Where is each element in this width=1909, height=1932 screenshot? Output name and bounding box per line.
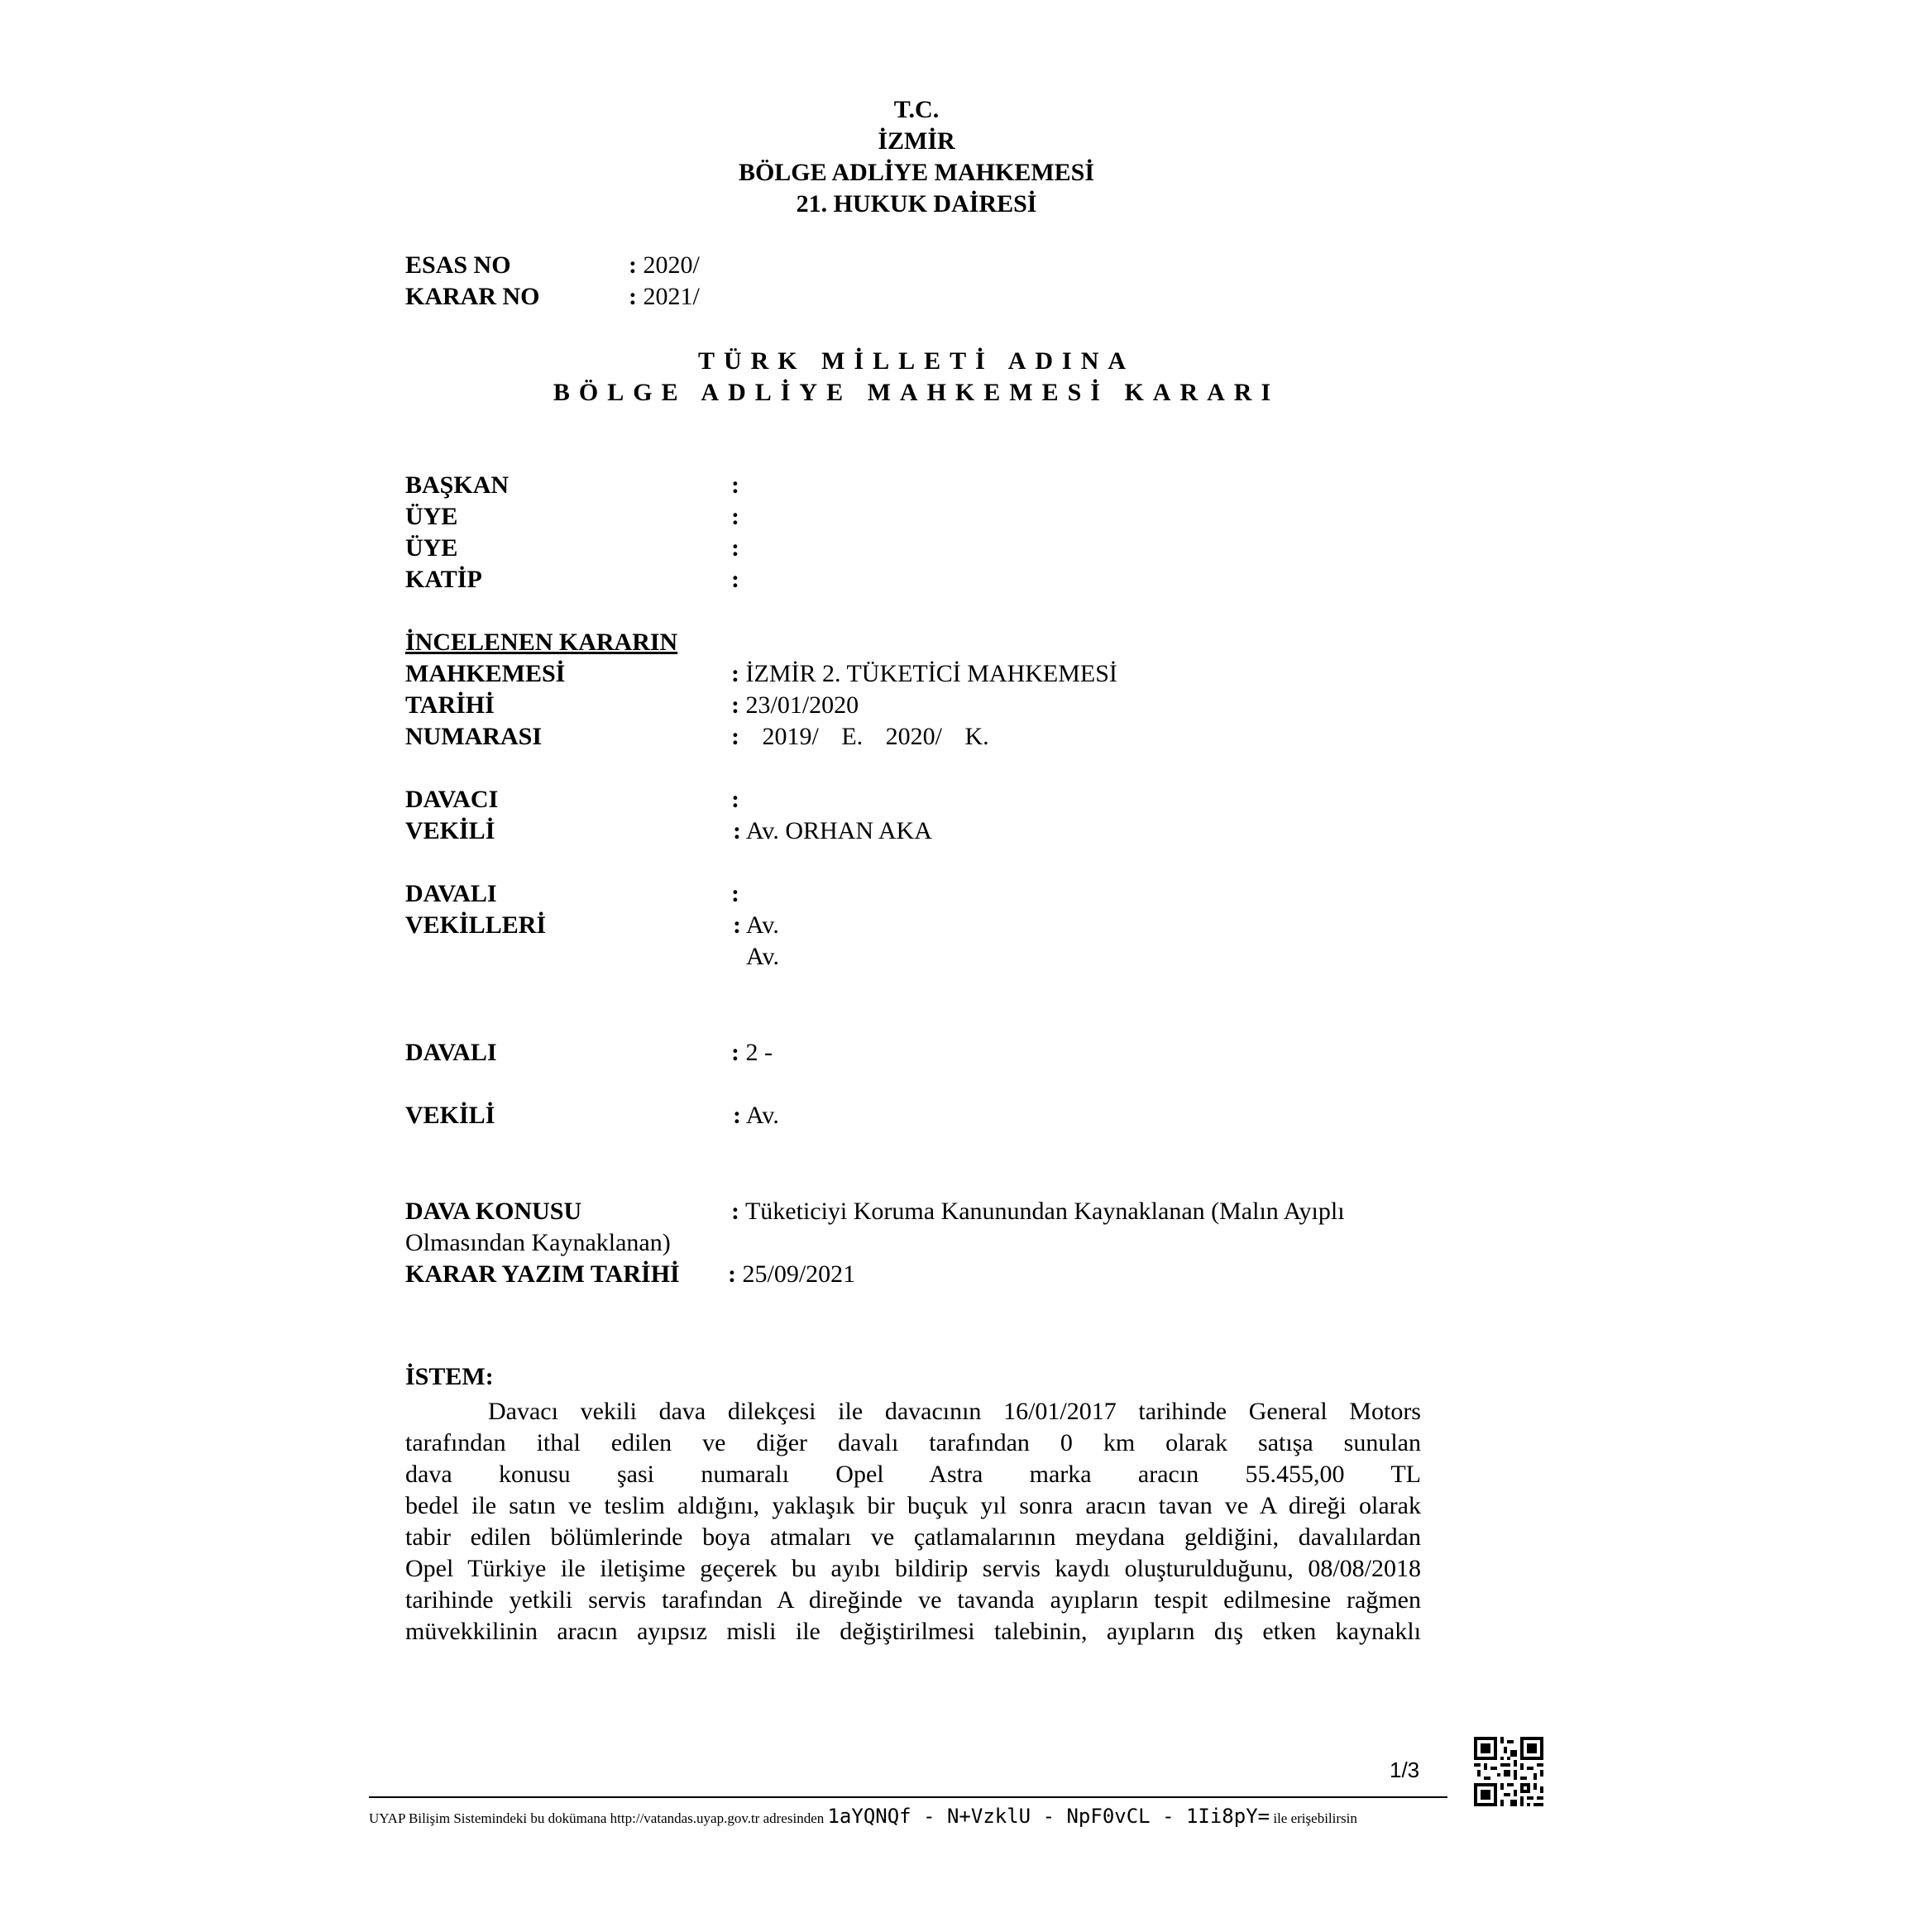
istem-line: tarafından ithal edilen ve diğer davalı tarafından 0 km olarak satışa sunulan bbox=[405, 1429, 1421, 1456]
numara-label: NUMARASI bbox=[405, 723, 542, 750]
istem-line: dava konusu şasi numaralı Opel Astra marka aracın 55.455,00 TL bbox=[405, 1461, 1421, 1488]
karar-no-label: KARAR NO bbox=[405, 283, 540, 310]
baskan-label: BAŞKAN bbox=[405, 471, 510, 499]
istem-line: Opel Türkiye ile iletişime geçerek bu ayıbı bildirip servis kaydı oluşturulduğunu, 08/08/2018 bbox=[405, 1555, 1421, 1582]
davali2-vekili-value: : Av. bbox=[733, 1102, 779, 1129]
davali2-label: DAVALI bbox=[405, 1039, 497, 1066]
title-turk-milleti: TÜRK MİLLETİ ADINA bbox=[697, 347, 1136, 375]
davaci-vekili-value: : Av. ORHAN AKA bbox=[733, 817, 932, 844]
header-chamber: 21. HUKUK DAİRESİ bbox=[796, 190, 1037, 218]
davali1-label: DAVALI bbox=[405, 880, 497, 907]
katip-label: KATİP bbox=[405, 566, 482, 593]
davali1-vekil2-value: Av. bbox=[746, 943, 779, 970]
istem-line: tarihinde yetkili servis tarafından A direğinde ve tavanda ayıpların tespit edilmesine rağmen bbox=[405, 1586, 1421, 1614]
mahkeme-label: MAHKEMESİ bbox=[405, 660, 566, 687]
reviewed-heading: İNCELENEN KARARIN bbox=[405, 629, 678, 656]
istem-line: müvekkilinin aracın ayıpsız misli ile değiştirilmesi talebinin, ayıpların dış etken kaynaklı bbox=[405, 1618, 1421, 1645]
mahkeme-value: : İZMİR 2. TÜKETİCİ MAHKEMESİ bbox=[731, 660, 1117, 687]
header-tc: T.C. bbox=[893, 96, 940, 123]
davali1-colon: : bbox=[731, 880, 739, 907]
davali1-vekilleri-label: VEKİLLERİ bbox=[405, 911, 547, 939]
footer-divider bbox=[369, 1796, 1447, 1798]
davali2-vekili-label: VEKİLİ bbox=[405, 1102, 495, 1129]
dava-konusu-label: DAVA KONUSU bbox=[405, 1198, 582, 1225]
header-city: İZMİR bbox=[878, 127, 955, 155]
uye1-colon: : bbox=[731, 503, 739, 530]
header-court: BÖLGE ADLİYE MAHKEMESİ bbox=[738, 159, 1095, 186]
katip-colon: : bbox=[731, 566, 739, 593]
davali2-value: : 2 - bbox=[731, 1039, 773, 1066]
tarih-label: TARİHİ bbox=[405, 691, 495, 719]
uye2-label: ÜYE bbox=[405, 534, 458, 562]
istem-line: bedel ile satın ve teslim aldığını, yaklaşık bir buçuk yıl sonra aracın tavan ve A direği olarak bbox=[405, 1492, 1421, 1519]
davaci-colon: : bbox=[731, 786, 739, 813]
karar-yazim-label: KARAR YAZIM TARİHİ bbox=[405, 1260, 680, 1288]
karar-no-value: : 2021/ bbox=[629, 283, 700, 310]
qr-code-icon bbox=[1474, 1737, 1543, 1806]
karar-yazim-value: : 25/09/2021 bbox=[728, 1260, 856, 1288]
uye2-colon: : bbox=[731, 534, 739, 562]
footer-verification-text: UYAP Bilişim Sistemindeki bu dokümana http://vatandas.uyap.gov.tr adresinden 1aYQNQf - N+VzklU - NpF0vCL - 1Ii8pY= ile erişebilirsin bbox=[369, 1805, 1357, 1828]
numara-value: : 2019/ E. 2020/ K. bbox=[731, 723, 989, 750]
baskan-colon: : bbox=[731, 471, 739, 499]
davali1-vekil1-value: : Av. bbox=[733, 911, 779, 939]
title-karar: BÖLGE ADLİYE MAHKEMESİ KARARI bbox=[553, 379, 1280, 406]
uye1-label: ÜYE bbox=[405, 503, 458, 530]
istem-line: Davacı vekili dava dilekçesi ile davacının 16/01/2017 tarihinde General Motors bbox=[488, 1398, 1421, 1425]
footer-verification-code: 1aYQNQf - N+VzklU - NpF0vCL - 1Ii8pY= bbox=[827, 1805, 1270, 1828]
dava-konusu-value-cont: Olmasından Kaynaklanan) bbox=[405, 1229, 671, 1256]
page-number: 1/3 bbox=[1390, 1757, 1420, 1782]
istem-heading: İSTEM: bbox=[405, 1363, 494, 1390]
dava-konusu-value: : Tüketiciyi Koruma Kanunundan Kaynaklanan (Malın Ayıplı bbox=[731, 1198, 1345, 1225]
istem-line: tabir edilen bölümlerinde boya atmaları ve çatlamalarının meydana geldiğini, davalılardan bbox=[405, 1523, 1421, 1551]
esas-no-label: ESAS NO bbox=[405, 251, 511, 279]
davaci-label: DAVACI bbox=[405, 786, 499, 813]
davaci-vekili-label: VEKİLİ bbox=[405, 817, 495, 844]
tarih-value: : 23/01/2020 bbox=[731, 691, 859, 719]
esas-no-value: : 2020/ bbox=[629, 251, 700, 279]
